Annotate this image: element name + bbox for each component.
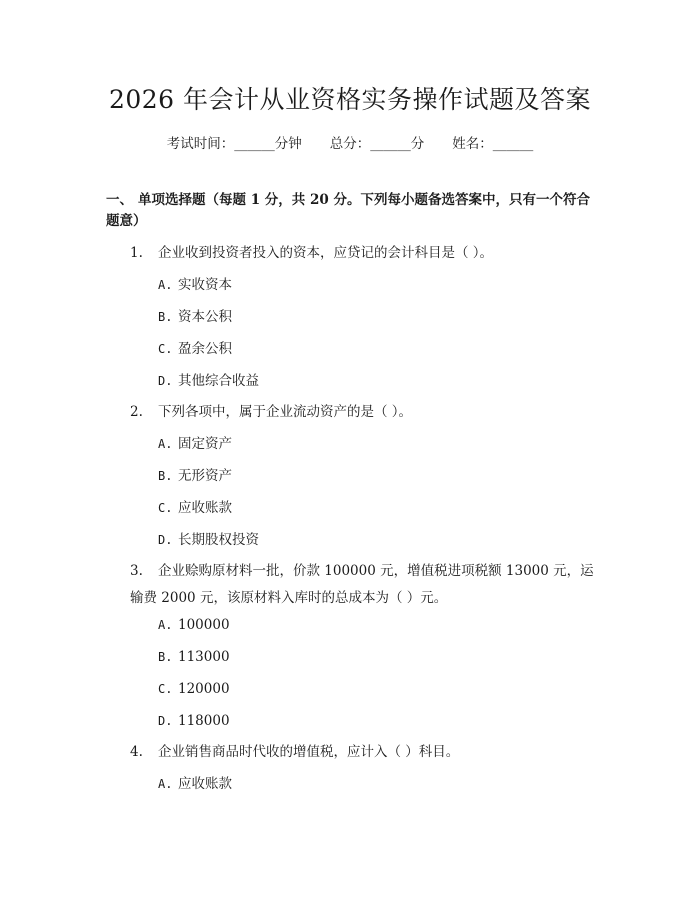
section-heading [106,190,596,232]
option-4a [158,774,232,795]
question-number: 2. [130,404,143,420]
option-text: 应收账款 [178,776,232,792]
question-number: 1. [130,245,143,261]
option-1a [158,275,232,296]
question-number: 4. [130,744,143,760]
question-2 [130,402,412,423]
option-2a [158,434,232,455]
option-3a [158,615,230,636]
option-text: 实收资本 [178,277,232,293]
exam-time-label: 考试时间：______分钟 [166,136,302,152]
option-text: 其他综合收益 [178,373,259,389]
page-title: 2026 年会计从业资格实务操作试题及答案 [108,85,592,114]
option-2c [158,498,232,519]
exam-meta [0,132,700,152]
option-2d [158,530,259,551]
option-text: 盈余公积 [178,341,232,357]
section-number: 一、 [106,192,133,208]
option-letter: A. [158,278,173,292]
option-letter: B. [158,469,173,483]
option-1b [158,307,232,328]
option-text: 120000 [178,681,230,697]
option-text: 应收账款 [178,500,232,516]
option-letter: B. [158,650,173,664]
question-1 [130,243,493,264]
question-text: 企业收到投资者投入的资本，应贷记的会计科目是（ ）。 [158,245,494,261]
option-letter: A. [158,777,173,791]
question-4 [130,742,459,763]
option-text: 固定资产 [178,436,232,452]
option-letter: C. [158,682,173,696]
question-text: 企业销售商品时代收的增值税，应计入（ ）科目。 [158,744,460,760]
option-3b [158,647,230,668]
question-text: 下列各项中，属于企业流动资产的是（ ）。 [158,404,413,420]
section-text: 单项选择题（每题 1 分，共 20 分。下列每小题备选答案中，只有一个符合题意） [106,192,590,229]
option-3c [158,679,230,700]
option-letter: A. [158,618,173,632]
question-3 [130,558,595,612]
option-letter: C. [158,342,173,356]
name-label: 姓名：______ [452,136,534,152]
option-1c [158,339,232,360]
option-letter: D. [158,533,173,547]
option-letter: D. [158,714,173,728]
option-text: 113000 [178,649,230,665]
option-letter: A. [158,437,173,451]
option-text: 长期股权投资 [178,532,259,548]
option-text: 资本公积 [178,309,232,325]
option-letter: C. [158,501,173,515]
option-letter: D. [158,374,173,388]
question-number: 3. [130,563,143,579]
option-letter: B. [158,310,173,324]
option-1d [158,371,259,392]
option-2b [158,466,232,487]
total-score-label: 总分：______分 [329,136,425,152]
option-text: 118000 [178,713,230,729]
option-text: 无形资产 [178,468,232,484]
option-text: 100000 [178,617,230,633]
question-text: 企业赊购原材料一批，价款 100000 元，增值税进项税额 13000 元，运输费 2000 元，该原材料入库时的总成本为（ ）元。 [130,563,594,606]
option-3d [158,711,230,732]
